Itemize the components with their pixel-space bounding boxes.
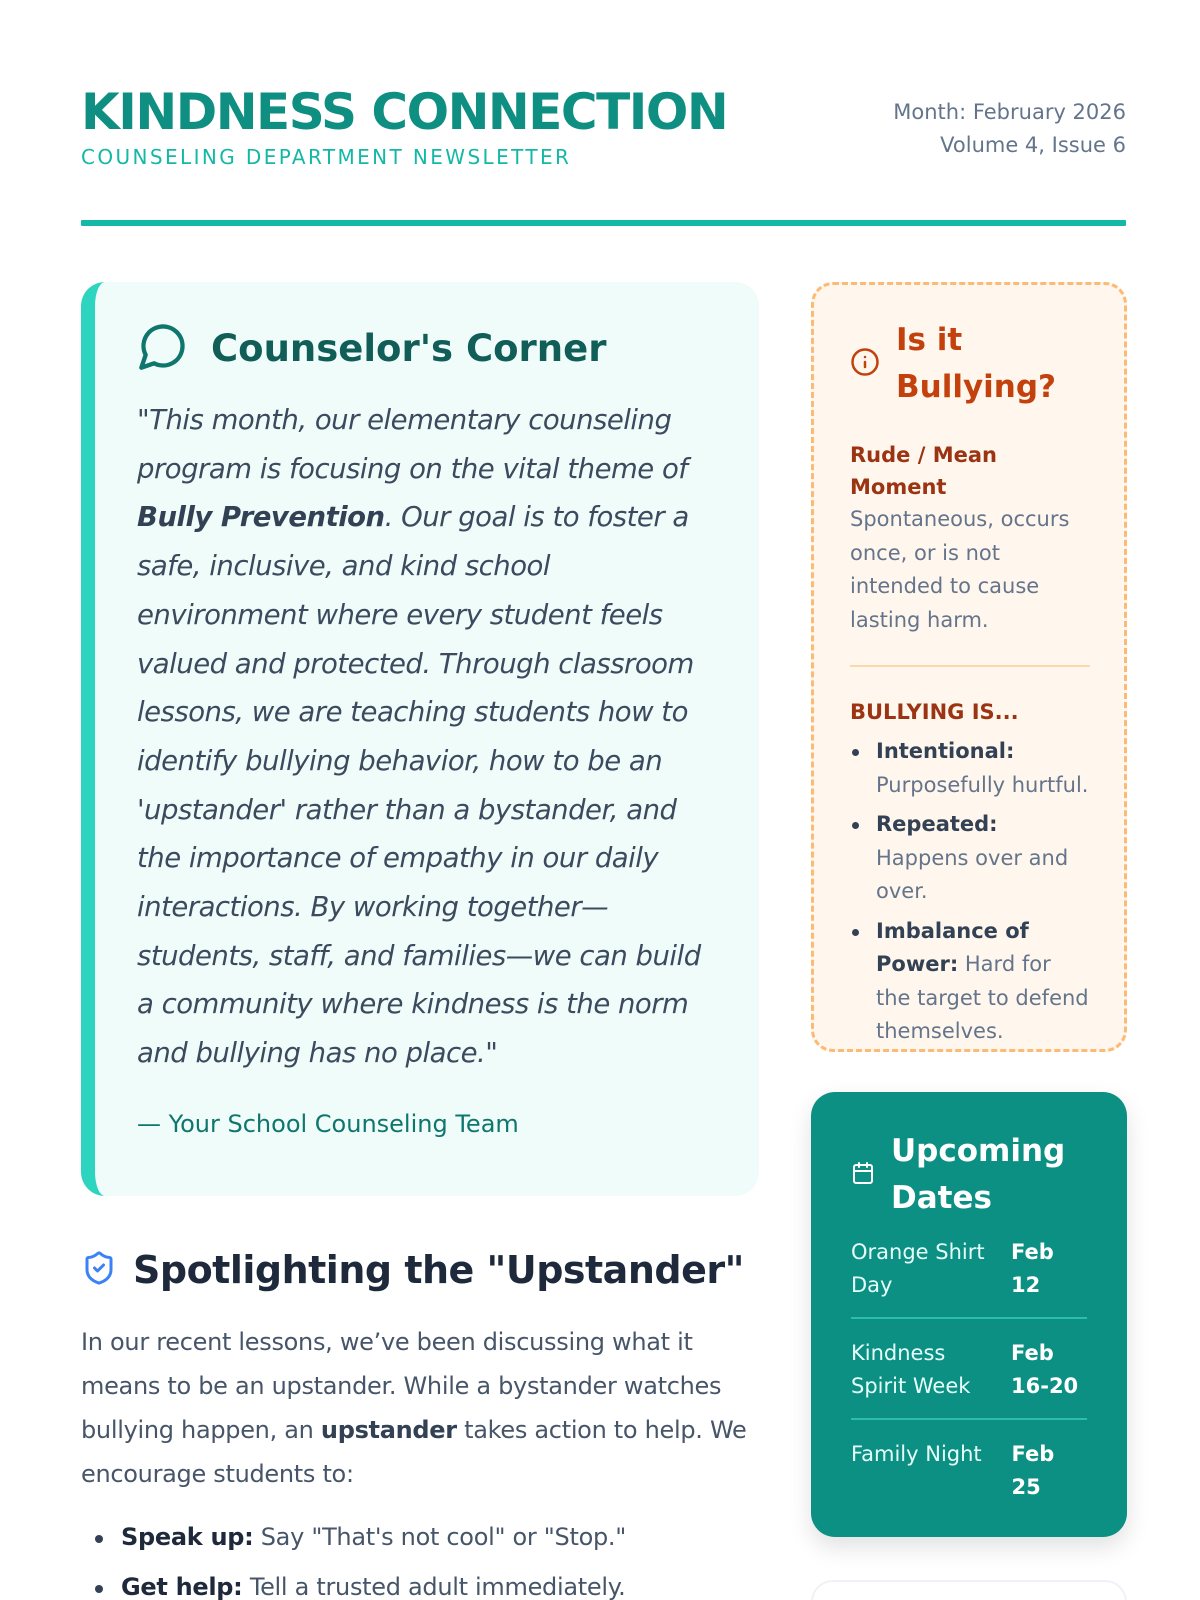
chat-bubble-icon <box>137 320 189 376</box>
bullying-divider <box>850 665 1090 667</box>
list-item <box>850 735 1090 802</box>
upstander-title: Spotlighting the "Upstander" <box>133 1248 744 1292</box>
upstander-actions-list <box>81 1522 761 1600</box>
upstander-paragraph <box>81 1320 761 1496</box>
item-label: Repeated: <box>876 812 998 836</box>
item-label: Imbalance of Power: <box>876 918 1029 976</box>
quote-signature: — Your School Counseling Team <box>137 1109 519 1138</box>
rude-moment-description: Spontaneous, occurs once, or is not intended to cause lasting harm. <box>850 507 1070 632</box>
counselors-corner-card <box>81 282 759 1196</box>
event-name: Family Night <box>851 1442 982 1466</box>
issue-volume: Volume 4, Issue 6 <box>940 133 1126 157</box>
list-item <box>81 1522 761 1552</box>
event-date: Feb 25 <box>1011 1442 1055 1499</box>
quote-emphasis: Bully Prevention <box>137 501 385 534</box>
is-it-bullying-card <box>811 282 1127 1052</box>
shield-check-icon <box>81 1248 117 1292</box>
list-item <box>81 1572 761 1600</box>
item-text: Hard for the target to defend themselves. <box>876 952 1089 1043</box>
upcoming-dates-card <box>811 1092 1127 1537</box>
info-circle-icon <box>850 347 880 381</box>
date-row <box>851 1319 1087 1420</box>
counselor-quote <box>137 396 719 1078</box>
header-divider <box>81 220 1126 226</box>
bullying-header <box>850 317 1090 411</box>
item-text: Tell a trusted adult immediately. <box>242 1573 626 1600</box>
item-text: Purposefully hurtful. <box>876 772 1089 797</box>
bullying-criteria-list <box>850 735 1090 1049</box>
calendar-icon <box>851 1160 875 1190</box>
item-label: Intentional: <box>876 739 1015 763</box>
list-item <box>850 915 1090 1049</box>
item-label: Speak up: <box>121 1523 254 1551</box>
list-item <box>850 808 1090 909</box>
bullying-is-label: BULLYING IS... <box>850 700 1019 724</box>
paragraph-emphasis: upstander <box>320 1416 457 1444</box>
issue-meta <box>893 96 1126 162</box>
date-row <box>851 1236 1087 1319</box>
quote-text: . Our goal is to foster a safe, inclusive, and kind school environment where every student feels valued and protected. Through classroom lessons, we are teaching students how to identify bullying behavior, how to be an 'upstander' rather than a bystander, and the importance of empathy in our daily interactions. By working together—students, staff, and families—we can build a community where kindness is the norm and bullying has no place." <box>137 501 701 1070</box>
item-text: Happens over and over. <box>876 845 1069 903</box>
upcoming-dates-header <box>851 1128 1087 1222</box>
newsletter-subtitle: COUNSELING DEPARTMENT NEWSLETTER <box>81 145 572 169</box>
counselors-corner-title: Counselor's Corner <box>211 326 607 370</box>
upstander-header <box>81 1248 761 1292</box>
next-sidebar-card <box>811 1580 1127 1600</box>
bullying-title: Is it Bullying? <box>896 322 1057 405</box>
date-row <box>851 1420 1087 1519</box>
issue-month: Month: February 2026 <box>893 100 1126 124</box>
upstander-section <box>81 1248 761 1600</box>
event-name: Kindness Spirit Week <box>851 1341 971 1398</box>
rude-moment-label: Rude / Mean Moment <box>850 443 997 499</box>
event-date: Feb 16-20 <box>1011 1341 1079 1398</box>
event-date: Feb 12 <box>1011 1240 1054 1297</box>
event-name: Orange Shirt Day <box>851 1240 985 1297</box>
item-label: Get help: <box>121 1573 243 1600</box>
counselors-corner-header <box>137 318 719 378</box>
upcoming-dates-title: Upcoming Dates <box>891 1133 1066 1216</box>
paragraph-text: takes action to help. We encourage students to: <box>81 1416 747 1488</box>
item-text: Say "That's not cool" or "Stop." <box>253 1523 626 1551</box>
newsletter-header <box>81 80 1126 170</box>
quote-text: "This month, our elementary counseling program is focusing on the vital theme of <box>137 404 688 485</box>
paragraph-text: In our recent lessons, we’ve been discussing what it means to be an upstander. While a bystander watches bullying happen, an <box>81 1328 722 1444</box>
newsletter-title: KINDNESS CONNECTION <box>81 83 728 141</box>
